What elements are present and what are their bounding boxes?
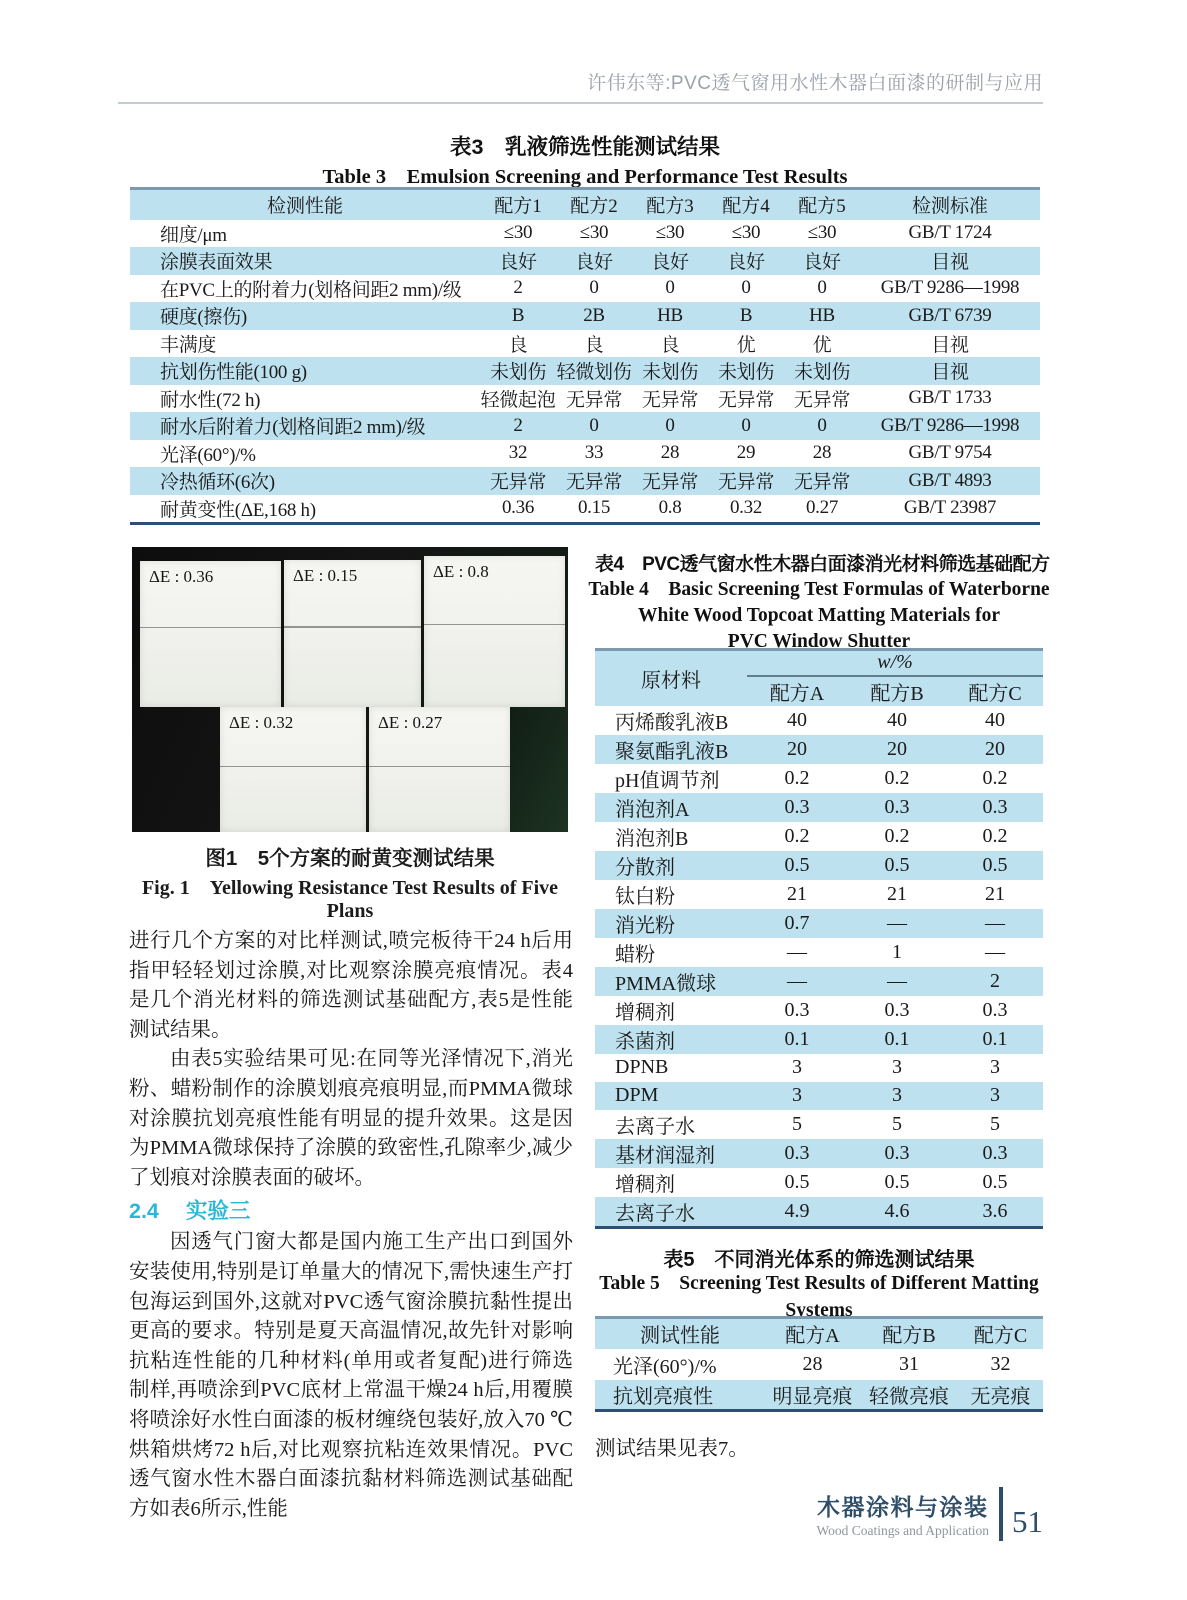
table-cell: 5 xyxy=(892,1112,902,1135)
table-cell: 0.1 xyxy=(784,1027,810,1050)
table-cell: 0.15 xyxy=(577,497,611,518)
table5-body xyxy=(595,1349,1043,1411)
table-cell: 轻微起泡 xyxy=(480,389,556,411)
table-cell: 0.5 xyxy=(982,1170,1008,1193)
table-cell: 21 xyxy=(787,882,807,905)
table5 xyxy=(595,1316,1043,1412)
column-header: 配方A xyxy=(785,1325,840,1348)
table-cell: 0.1 xyxy=(982,1027,1008,1050)
figure1-photo xyxy=(132,547,568,832)
table-cell: 1 xyxy=(892,940,902,963)
table-cell: 在PVC上的附着力(划格间距2 mm)/级 xyxy=(160,279,462,301)
table4-header-row-1 xyxy=(595,650,1043,676)
table-cell: — xyxy=(985,940,1006,963)
column-header: 测试性能 xyxy=(640,1325,720,1348)
table-cell: 0 xyxy=(741,277,751,299)
right-column-note: 测试结果见表7。 xyxy=(595,1438,749,1460)
sample-panel-2 xyxy=(284,560,421,707)
table-cell: 无异常 xyxy=(641,472,699,494)
table-cell: 硬度(擦伤) xyxy=(160,307,247,329)
table-cell: 0.2 xyxy=(982,766,1008,789)
running-head: 许伟东等:PVC透气窗用水性木器白面漆的研制与应用 xyxy=(587,73,1043,94)
table-cell: 未划伤 xyxy=(641,362,699,384)
table4-title-en-line2: White Wood Topcoat Matting Materials for xyxy=(638,605,1000,626)
table-cell: 0 xyxy=(589,277,599,299)
column-header: 配方C xyxy=(973,1325,1028,1348)
table-row xyxy=(595,822,1043,851)
table-cell: 0.2 xyxy=(784,824,810,847)
table-cell: GB/T 9286—1998 xyxy=(880,277,1020,299)
table-cell: 20 xyxy=(985,737,1006,760)
table-cell: 0.2 xyxy=(982,824,1008,847)
table-row xyxy=(130,467,1040,495)
table-cell: 40 xyxy=(887,708,907,731)
table-cell: 3 xyxy=(892,1056,902,1079)
column-header: 配方3 xyxy=(646,196,694,218)
table-cell: GB/T 1733 xyxy=(908,387,992,409)
table4 xyxy=(595,648,1043,1229)
table-cell: — xyxy=(787,969,807,992)
column-header: 配方C xyxy=(968,682,1022,705)
table4-wpercent-header: w/% xyxy=(747,650,1043,676)
column-header: 配方A xyxy=(769,682,825,705)
table-cell: 耐水性(72 h) xyxy=(160,389,261,411)
table-cell: 去离子水 xyxy=(615,1115,695,1138)
table-cell: 0.3 xyxy=(784,1141,810,1164)
table-cell: ≤30 xyxy=(655,222,685,244)
table4-title-en-line1: Table 4 Basic Screening Test Formulas of Waterborne xyxy=(588,579,1050,600)
table-cell: 0.2 xyxy=(884,824,910,847)
figure1-caption-en: Fig. 1 Yellowing Resistance Test Results of Five Plans xyxy=(141,877,559,922)
column-header: 配方B xyxy=(870,682,924,705)
table-cell: 0.3 xyxy=(884,795,910,818)
table-cell: 蜡粉 xyxy=(615,943,655,966)
table-row xyxy=(130,357,1040,385)
table-row xyxy=(130,330,1040,358)
table-cell: 良 xyxy=(660,334,680,356)
table-cell: 去离子水 xyxy=(615,1202,695,1225)
footer xyxy=(816,1487,1043,1541)
table-cell: 基材润湿剂 xyxy=(615,1144,715,1167)
table-row xyxy=(595,706,1043,735)
table-cell: 5 xyxy=(792,1112,802,1135)
table-cell: 40 xyxy=(787,708,807,731)
table-cell: 3 xyxy=(792,1056,802,1079)
column-header: 配方4 xyxy=(722,196,770,218)
left-column-text xyxy=(129,927,573,1524)
table-cell: 无亮痕 xyxy=(970,1385,1031,1408)
table-cell: 0 xyxy=(589,414,599,436)
table-row xyxy=(595,764,1043,793)
table-cell: 3 xyxy=(990,1084,1001,1107)
table-cell: HB xyxy=(657,304,683,326)
table-cell: 消泡剂A xyxy=(615,798,690,821)
scratch-line xyxy=(369,766,510,768)
table-row xyxy=(130,495,1040,524)
footer-divider xyxy=(999,1487,1003,1541)
table-cell: 33 xyxy=(584,442,604,464)
table-cell: 丰满度 xyxy=(160,334,217,356)
table-row xyxy=(595,1139,1043,1168)
table-cell: 细度/μm xyxy=(160,224,227,246)
table-cell: 21 xyxy=(887,882,907,905)
table-cell: 明显亮痕 xyxy=(772,1385,853,1408)
table3-head xyxy=(130,189,1040,220)
sample-panel-5 xyxy=(369,707,510,832)
table4-materials-header: 原材料 xyxy=(641,669,701,692)
table-cell: 无异常 xyxy=(793,472,851,494)
body-paragraph-2: 由表5实验结果可见:在同等光泽情况下,消光粉、蜡粉制作的涂膜划痕亮痕明显,而PMMA微球对涂膜抗划亮痕性能有明显的提升效果。这是因为PMMA微球保持了涂膜的致密性,孔隙率少,减少了划痕对涂膜表面的破坏。 xyxy=(129,1048,573,1189)
table3-title-en: Table 3 Emulsion Screening and Performance Test Results xyxy=(322,166,848,188)
table-cell: 28 xyxy=(802,1352,823,1375)
table-cell: 0 xyxy=(665,414,675,436)
table-cell: 0 xyxy=(817,414,827,436)
table-cell: 良好 xyxy=(803,252,841,274)
scratch-line xyxy=(140,627,281,629)
table-cell: 涂膜表面效果 xyxy=(160,252,273,274)
table-cell: GB/T 9754 xyxy=(908,442,992,464)
table-row xyxy=(595,851,1043,880)
column-header: 配方B xyxy=(882,1325,936,1348)
table5-title-zh: 表5 不同消光体系的筛选测试结果 xyxy=(663,1249,975,1271)
table-cell: 0.36 xyxy=(501,497,535,518)
table-cell: 0 xyxy=(741,414,751,436)
journal-name-en: Wood Coatings and Application xyxy=(816,1523,989,1538)
table-row xyxy=(595,1110,1043,1139)
table-cell: 增稠剂 xyxy=(615,1173,675,1196)
table-cell: 未划伤 xyxy=(489,362,547,384)
section-number: 2.4 xyxy=(129,1199,159,1224)
table-cell: 无异常 xyxy=(717,389,775,411)
table5-header-row xyxy=(595,1318,1043,1349)
table-cell: 光泽(60°)/% xyxy=(613,1355,717,1378)
table-cell: 消泡剂B xyxy=(615,827,689,850)
table-cell: 0.3 xyxy=(884,998,910,1021)
table-cell: 良好 xyxy=(575,252,613,274)
table-cell: 32 xyxy=(990,1352,1011,1375)
table-cell: 20 xyxy=(787,737,807,760)
table-row xyxy=(595,793,1043,822)
table-cell: 28 xyxy=(660,442,680,464)
table-cell: PMMA微球 xyxy=(615,972,717,995)
table-cell: 0.3 xyxy=(982,998,1008,1021)
table-cell: 32 xyxy=(508,442,528,464)
table3-body xyxy=(130,220,1040,524)
scratch-line xyxy=(424,624,565,626)
table-cell: 未划伤 xyxy=(717,362,775,384)
table-cell: 良好 xyxy=(499,252,537,274)
table4-head xyxy=(595,650,1043,706)
page-number: 51 xyxy=(1012,1504,1043,1539)
table-cell: 聚氨酯乳液B xyxy=(615,740,729,763)
table-cell: 4.6 xyxy=(884,1199,910,1222)
table-cell: 无异常 xyxy=(641,389,699,411)
table-row xyxy=(130,385,1040,413)
table-cell: 增稠剂 xyxy=(615,1001,675,1024)
table-cell: ≤30 xyxy=(807,222,837,244)
table-cell: 目视 xyxy=(931,334,969,356)
body-paragraph-3: 因透气门窗大都是国内施工生产出口到国外安装使用,特别是订单量大的情况下,需快速生产打包海运到国外,这就对PVC透气窗涂膜抗黏性提出更高的要求。特别是夏天高温情况,故先针对影响抗粘连性能的几种材料(单用或者复配)进行筛选制样,再喷涂到PVC底材上常温干燥24 h后,用覆膜将喷涂好水性白面漆的板材缠绕包装好,放入70 ℃烘箱烘烤72 h后,对比观察抗粘连效果情况。PVC透气窗水性木器白面漆抗黏材料筛选测试基础配方如表6所示,性能 xyxy=(129,1231,573,1520)
table-cell: 0.5 xyxy=(784,853,810,876)
table-cell: 0.3 xyxy=(982,1141,1008,1164)
table-cell: 0.2 xyxy=(784,766,810,789)
journal-name-zh: 木器涂料与涂装 xyxy=(816,1494,989,1520)
header-rule xyxy=(118,102,1043,104)
table3 xyxy=(130,187,1040,525)
delta-e-label: ΔE : 0.15 xyxy=(293,566,358,585)
table-cell: 0.5 xyxy=(884,1170,910,1193)
table-row xyxy=(595,1025,1043,1054)
sample-panel-4 xyxy=(220,707,366,832)
table-cell: 轻微划伤 xyxy=(556,362,632,384)
table-cell: 0.2 xyxy=(884,766,910,789)
table-cell: ≤30 xyxy=(731,222,761,244)
delta-e-label: ΔE : 0.36 xyxy=(149,567,214,586)
table-cell: 钛白粉 xyxy=(615,885,675,908)
table-cell: 光泽(60°)/% xyxy=(160,444,256,466)
table-cell: 无异常 xyxy=(793,389,851,411)
table-cell: 目视 xyxy=(931,362,969,384)
table-cell: 0.3 xyxy=(784,795,810,818)
table-row xyxy=(595,909,1043,938)
column-header: 配方1 xyxy=(494,196,542,218)
table-cell: 0.27 xyxy=(805,497,839,518)
table-cell: 冷热循环(6次) xyxy=(160,472,275,494)
delta-e-label: ΔE : 0.32 xyxy=(229,713,294,732)
table4-body xyxy=(595,706,1043,1228)
table-cell: DPNB xyxy=(615,1056,669,1079)
table-cell: 4.9 xyxy=(784,1199,810,1222)
table-cell: 0.3 xyxy=(982,795,1008,818)
table-row xyxy=(595,1082,1043,1110)
table-cell: 无异常 xyxy=(717,472,775,494)
scratch-line xyxy=(284,626,421,628)
table-cell: 丙烯酸乳液B xyxy=(615,711,729,734)
figure1-caption-zh: 图1 5个方案的耐黄变测试结果 xyxy=(205,847,495,870)
table-cell: 杀菌剂 xyxy=(615,1030,675,1053)
table-cell: GB/T 23987 xyxy=(903,497,997,518)
sample-panel-3 xyxy=(424,556,565,707)
table-row xyxy=(595,1349,1043,1380)
table-row xyxy=(595,1380,1043,1411)
section-heading-2-4 xyxy=(129,1196,573,1226)
table-cell: 0.8 xyxy=(658,497,682,518)
table-cell: 0.3 xyxy=(884,1141,910,1164)
table-row xyxy=(595,1168,1043,1197)
table-cell: 优 xyxy=(736,334,756,356)
table-cell: GB/T 1724 xyxy=(908,222,992,244)
table-cell: DPM xyxy=(615,1084,659,1107)
table-cell: 2 xyxy=(513,277,523,299)
table-cell: — xyxy=(887,911,907,934)
table-cell: 耐水后附着力(划格间距2 mm)/级 xyxy=(160,417,426,439)
table-cell: 良 xyxy=(508,334,528,356)
table-cell: 29 xyxy=(736,442,756,464)
table-cell: 5 xyxy=(990,1112,1001,1135)
table-cell: ≤30 xyxy=(503,222,533,244)
table-cell: 0.3 xyxy=(784,998,810,1021)
table-cell: 良 xyxy=(584,334,604,356)
table-row xyxy=(595,1197,1043,1228)
section-title: 实验三 xyxy=(185,1199,251,1224)
table-row xyxy=(130,247,1040,275)
table-cell: 优 xyxy=(812,334,832,356)
table-cell: 2 xyxy=(513,414,523,436)
table-cell: 无异常 xyxy=(565,389,623,411)
table-cell: pH值调节剂 xyxy=(615,769,720,792)
sample-panel-1 xyxy=(140,561,281,707)
table-cell: 21 xyxy=(985,882,1006,905)
table-cell: 轻微亮痕 xyxy=(869,1385,949,1408)
table-row xyxy=(595,967,1043,996)
table-cell: 0.5 xyxy=(784,1170,810,1193)
delta-e-label: ΔE : 0.27 xyxy=(378,713,443,732)
column-header: 检测性能 xyxy=(266,196,343,218)
table-row xyxy=(130,302,1040,330)
table-cell: 分散剂 xyxy=(615,856,675,879)
table-cell: 目视 xyxy=(931,252,969,274)
table-row xyxy=(595,938,1043,967)
table-cell: 3 xyxy=(792,1084,802,1107)
table-cell: 耐黄变性(ΔE,168 h) xyxy=(160,499,316,521)
table-cell: 0 xyxy=(817,277,827,299)
table-cell: 20 xyxy=(887,737,907,760)
table-row xyxy=(130,275,1040,303)
delta-e-label: ΔE : 0.8 xyxy=(433,562,489,581)
table-cell: — xyxy=(985,911,1006,934)
column-header: 配方2 xyxy=(570,196,618,218)
table-row xyxy=(130,412,1040,440)
table-cell: 3.6 xyxy=(982,1199,1008,1222)
column-header: 检测标准 xyxy=(911,196,988,218)
table-cell: ≤30 xyxy=(579,222,609,244)
table3-title-zh: 表3 乳液筛选性能测试结果 xyxy=(450,135,720,159)
table-cell: 无异常 xyxy=(489,472,547,494)
table-cell: 2B xyxy=(583,304,605,326)
table-cell: 0.7 xyxy=(784,911,810,934)
table-cell: GB/T 6739 xyxy=(908,304,992,326)
table-cell: 3 xyxy=(990,1056,1001,1079)
body-paragraph-1: 进行几个方案的对比样测试,喷完板待干24 h后用指甲轻轻划过涂膜,对比观察涂膜亮痕情况。表4是几个消光材料的筛选测试基础配方,表5是性能测试结果。 xyxy=(129,930,573,1041)
table-cell: 无异常 xyxy=(565,472,623,494)
table-cell: GB/T 9286—1998 xyxy=(880,414,1020,436)
table-cell: — xyxy=(787,940,807,963)
table-cell: HB xyxy=(809,304,835,326)
table-cell: B xyxy=(511,304,525,326)
table-cell: 抗划亮痕性 xyxy=(613,1385,713,1408)
table-row xyxy=(595,996,1043,1025)
table5-title-en-line2: Systems xyxy=(785,1299,853,1321)
table-cell: 0.5 xyxy=(982,853,1008,876)
table-cell: GB/T 4893 xyxy=(908,469,992,491)
table-cell: 良好 xyxy=(727,252,765,274)
table-cell: 消光粉 xyxy=(615,914,675,937)
table3-header-row xyxy=(130,189,1040,220)
table-cell: 2 xyxy=(990,969,1001,992)
table-cell: 0.5 xyxy=(884,853,910,876)
table-cell: B xyxy=(739,304,753,326)
table-cell: 0 xyxy=(665,277,675,299)
table-cell: 0.1 xyxy=(884,1027,910,1050)
table-cell: 未划伤 xyxy=(793,362,851,384)
table-cell: 良好 xyxy=(651,252,689,274)
table-cell: 40 xyxy=(985,708,1006,731)
column-header: 配方5 xyxy=(798,196,846,218)
table5-head xyxy=(595,1318,1043,1349)
table-row xyxy=(595,735,1043,764)
table4-title-en-line3: PVC Window Shutter xyxy=(727,631,911,652)
table-cell: 0.32 xyxy=(729,497,763,518)
table-cell: 28 xyxy=(812,442,832,464)
table-cell: 抗划伤性能(100 g) xyxy=(160,362,307,384)
table4-title-zh: 表4 PVC透气窗水性木器白面漆消光材料筛选基础配方 xyxy=(595,554,1050,575)
journal-name-block xyxy=(816,1489,989,1539)
table-cell: 3 xyxy=(892,1084,902,1107)
scratch-line xyxy=(220,766,366,768)
table-cell: 31 xyxy=(899,1352,919,1375)
table-row xyxy=(130,220,1040,248)
table-cell: — xyxy=(887,969,907,992)
table5-title-en-line1: Table 5 Screening Test Results of Different Matting xyxy=(599,1273,1039,1294)
table-row xyxy=(595,1054,1043,1082)
table4-title-en xyxy=(585,577,1053,655)
table-row xyxy=(595,880,1043,909)
table-row xyxy=(130,440,1040,468)
